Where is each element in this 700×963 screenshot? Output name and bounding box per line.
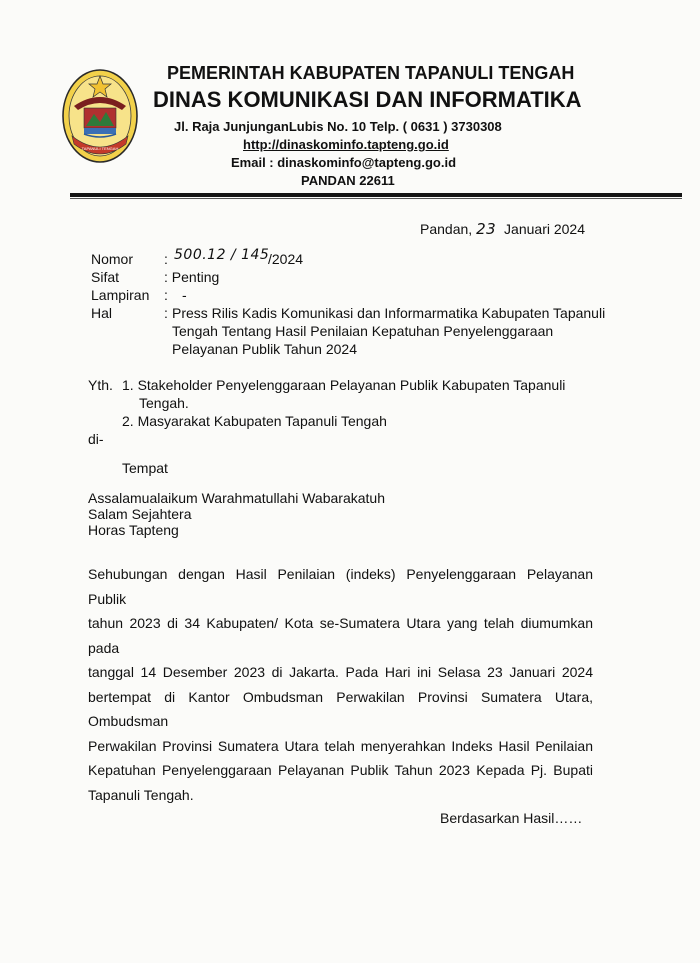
recipient-2: 2. Masyarakat Kabupaten Tapanuli Tengah	[122, 413, 387, 429]
nomor-separator: :	[164, 251, 168, 267]
letterhead-email: Email : dinaskominfo@tapteng.go.id	[231, 155, 457, 170]
letterhead-website-link[interactable]: http://dinaskominfo.tapteng.go.id	[243, 137, 449, 152]
lampiran-separator: :	[164, 287, 168, 303]
date-month-year: Januari 2024	[504, 221, 585, 237]
greeting-line-1: Assalamualaikum Warahmatullahi Wabarakatuh	[88, 490, 385, 506]
letter-date	[420, 220, 585, 238]
hal-subject-line-3: Pelayanan Publik Tahun 2024	[172, 341, 358, 357]
recipient-prefix: Yth.	[88, 377, 113, 393]
lampiran-label: Lampiran	[91, 287, 150, 303]
body-line: tahun 2023 di 34 Kabupaten/ Kota se-Sumatera Utara yang telah diumumkan pada	[88, 615, 593, 656]
body-line: Sehubungan dengan Hasil Penilaian (indeks) Penyelenggaraan Pelayanan Publik	[88, 566, 593, 607]
lampiran-value: -	[182, 287, 187, 303]
sifat-label: Sifat	[91, 269, 120, 285]
body-line: bertempat di Kantor Ombudsman Perwakilan Provinsi Sumatera Utara, Ombudsman	[88, 688, 593, 729]
date-day-handwritten: 23	[476, 220, 497, 238]
body-paragraph	[88, 562, 593, 807]
recipient-di: di-	[88, 431, 104, 447]
seal-banner-text: TAPANULI TENGAH	[81, 146, 119, 151]
hal-separator: :	[164, 305, 168, 321]
hal-subject-line-2: Tengah Tentang Hasil Penilaian Kepatuhan Penyelenggaraan	[172, 323, 554, 339]
recipient-tempat: Tempat	[122, 460, 168, 476]
nomor-handwritten: 500.12 / 145	[174, 247, 270, 263]
nomor-label: Nomor	[91, 251, 134, 267]
body-line: Perwakilan Provinsi Sumatera Utara telah menyerahkan Indeks Hasil Penilaian	[88, 737, 593, 754]
letterhead-government: PEMERINTAH KABUPATEN TAPANULI TENGAH	[167, 63, 575, 83]
sifat-value: : Penting	[164, 269, 220, 285]
nomor-suffix: /2024	[268, 251, 304, 267]
greeting-line-3: Horas Tapteng	[88, 522, 179, 538]
greeting-line-2: Salam Sejahtera	[88, 506, 192, 522]
body-line: Kepatuhan Penyelenggaraan Pelayanan Publik Tahun 2023 Kepada Pj. Bupati	[88, 762, 593, 778]
recipient-1-line-1: 1. Stakeholder Penyelenggaraan Pelayanan Publik Kabupaten Tapanuli	[122, 377, 566, 393]
body-line: Tapanuli Tengah.	[88, 786, 194, 803]
recipient-1-line-2: Tengah.	[139, 395, 189, 411]
hal-label: Hal	[91, 305, 113, 321]
continuation-text: Berdasarkan Hasil……	[440, 810, 583, 826]
letterhead-agency: DINAS KOMUNIKASI DAN INFORMATIKA	[153, 87, 582, 112]
regency-seal-logo	[60, 66, 140, 166]
regency-seal-icon	[60, 66, 140, 166]
body-line: tanggal 14 Desember 2023 di Jakarta. Pada Hari ini Selasa 23 Januari 2024	[88, 664, 593, 680]
hal-subject-line-1: Press Rilis Kadis Komunikasi dan Informarmatika Kabupaten Tapanuli	[172, 305, 606, 321]
letterhead-postal-code: PANDAN 22611	[301, 173, 395, 188]
date-place: Pandan,	[420, 221, 473, 237]
letterhead-address: Jl. Raja JunjunganLubis No. 10 Telp. ( 0631 ) 3730308	[174, 119, 502, 134]
letterhead-divider	[70, 193, 682, 197]
letterhead-divider-thin	[70, 198, 682, 199]
